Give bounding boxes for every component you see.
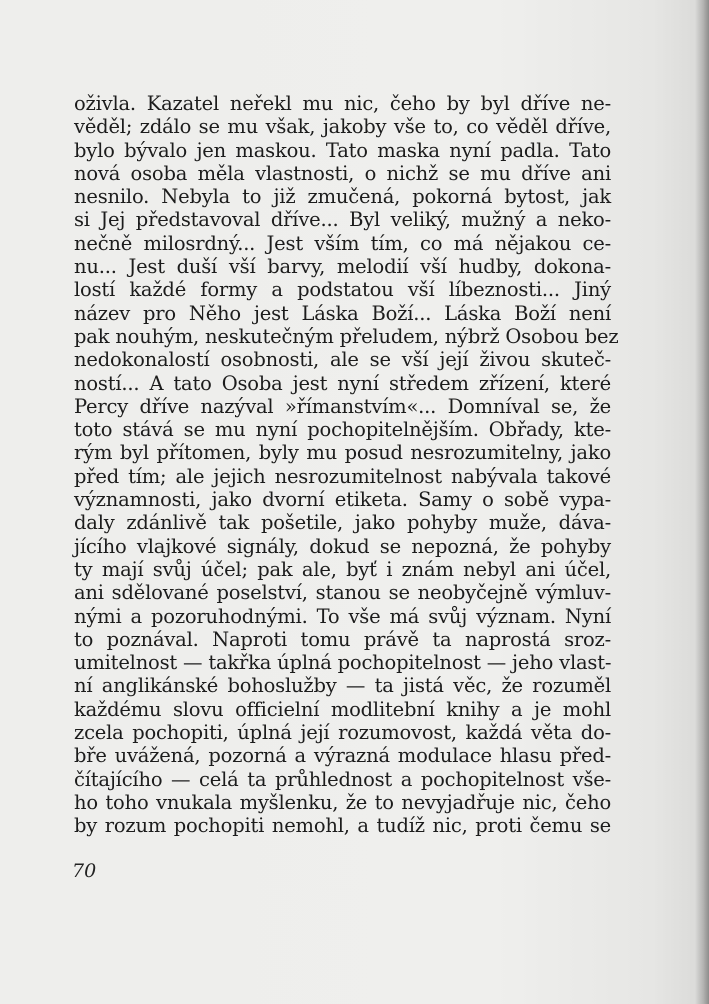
text-line: ho toho vnukala myšlenku, že to nevyjadřuje nic, čeho — [74, 790, 611, 814]
text-line: ani sdělované poselství, stanou se neobyčejně výmluv- — [74, 581, 611, 605]
text-line: zcela pochopiti, úplná její rozumovost, každá věta do- — [74, 721, 611, 745]
text-line: daly zdánlivě tak pošetile, jako pohyby muže, dáva- — [74, 511, 611, 535]
text-line: lostí každé formy a podstatou vší líbeznosti... Jiný — [74, 278, 611, 302]
text-line: věděl; zdálo se mu však, jakoby vše to, co věděl dříve, — [74, 115, 611, 139]
text-line: ní anglikánské bohoslužby — ta jistá věc, že rozuměl — [74, 674, 611, 698]
text-line: před tím; ale jejich nesrozumitelnost nabývala takové — [74, 464, 611, 488]
text-line: název pro Něho jest Láska Boží... Láska Boží není — [74, 301, 611, 325]
text-line: jícího vlajkové signály, dokud se nepozná, že pohyby — [74, 534, 611, 558]
text-line: bře uvážená, pozorná a výrazná modulace hlasu před- — [74, 744, 611, 768]
text-line: nečně milosrdný... Jest vším tím, co má nějakou ce- — [74, 231, 611, 255]
text-line: umitelnost — takřka úplná pochopitelnost — jeho vlast- — [74, 651, 612, 675]
text-line: si Jej představoval dříve... Byl veliký, mužný a neko- — [74, 208, 611, 232]
text-line: nými a pozoruhodnými. To vše má svůj význam. Nyní — [74, 604, 611, 628]
text-line: by rozum pochopiti nemohl, a tudíž nic, proti čemu se — [74, 814, 611, 838]
text-line: nedokonalostí osobnosti, ale se vší její živou skuteč- — [74, 348, 611, 372]
text-line: každému slovu officielní modlitební knihy a je mohl — [74, 697, 611, 721]
text-line: rým byl přítomen, byly mu posud nesrozumitelny, jako — [74, 441, 611, 465]
text-line: toto stává se mu nyní pochopitelnějším. Obřady, kte- — [74, 418, 611, 442]
text-line: oživla. Kazatel neřekl mu nic, čeho by byl dříve ne- — [74, 92, 611, 115]
body-text — [74, 92, 619, 838]
text-line: ty mají svůj účel; pak ale, byť i znám nebyl ani účel, — [74, 557, 611, 581]
text-line: pak nouhým, neskutečným přeludem, nýbrž Osobou bez — [74, 324, 619, 348]
text-line: nesnilo. Nebyla to již zmučená, pokorná bytost, jak — [74, 185, 611, 209]
page-edge-shadow — [695, 0, 709, 1004]
text-line: čítajícího — celá ta průhlednost a pochopitelnost vše- — [74, 767, 611, 791]
text-line: nová osoba měla vlastnosti, o nichž se mu dříve ani — [74, 161, 611, 185]
page-number: 70 — [72, 860, 97, 882]
text-line: Percy dříve nazýval »římanstvím«... Domníval se, že — [74, 394, 611, 418]
text-line: nu... Jest duší vší barvy, melodií vší hudby, dokona- — [74, 255, 611, 279]
text-line: ností... A tato Osoba jest nyní středem zřízení, které — [74, 371, 611, 395]
text-line: významnosti, jako dvorní etiketa. Samy o sobě vypa- — [74, 488, 611, 512]
text-line: bylo bývalo jen maskou. Tato maska nyní padla. Tato — [74, 138, 611, 162]
text-line: to poznával. Naproti tomu právě ta naprostá sroz- — [74, 627, 611, 651]
